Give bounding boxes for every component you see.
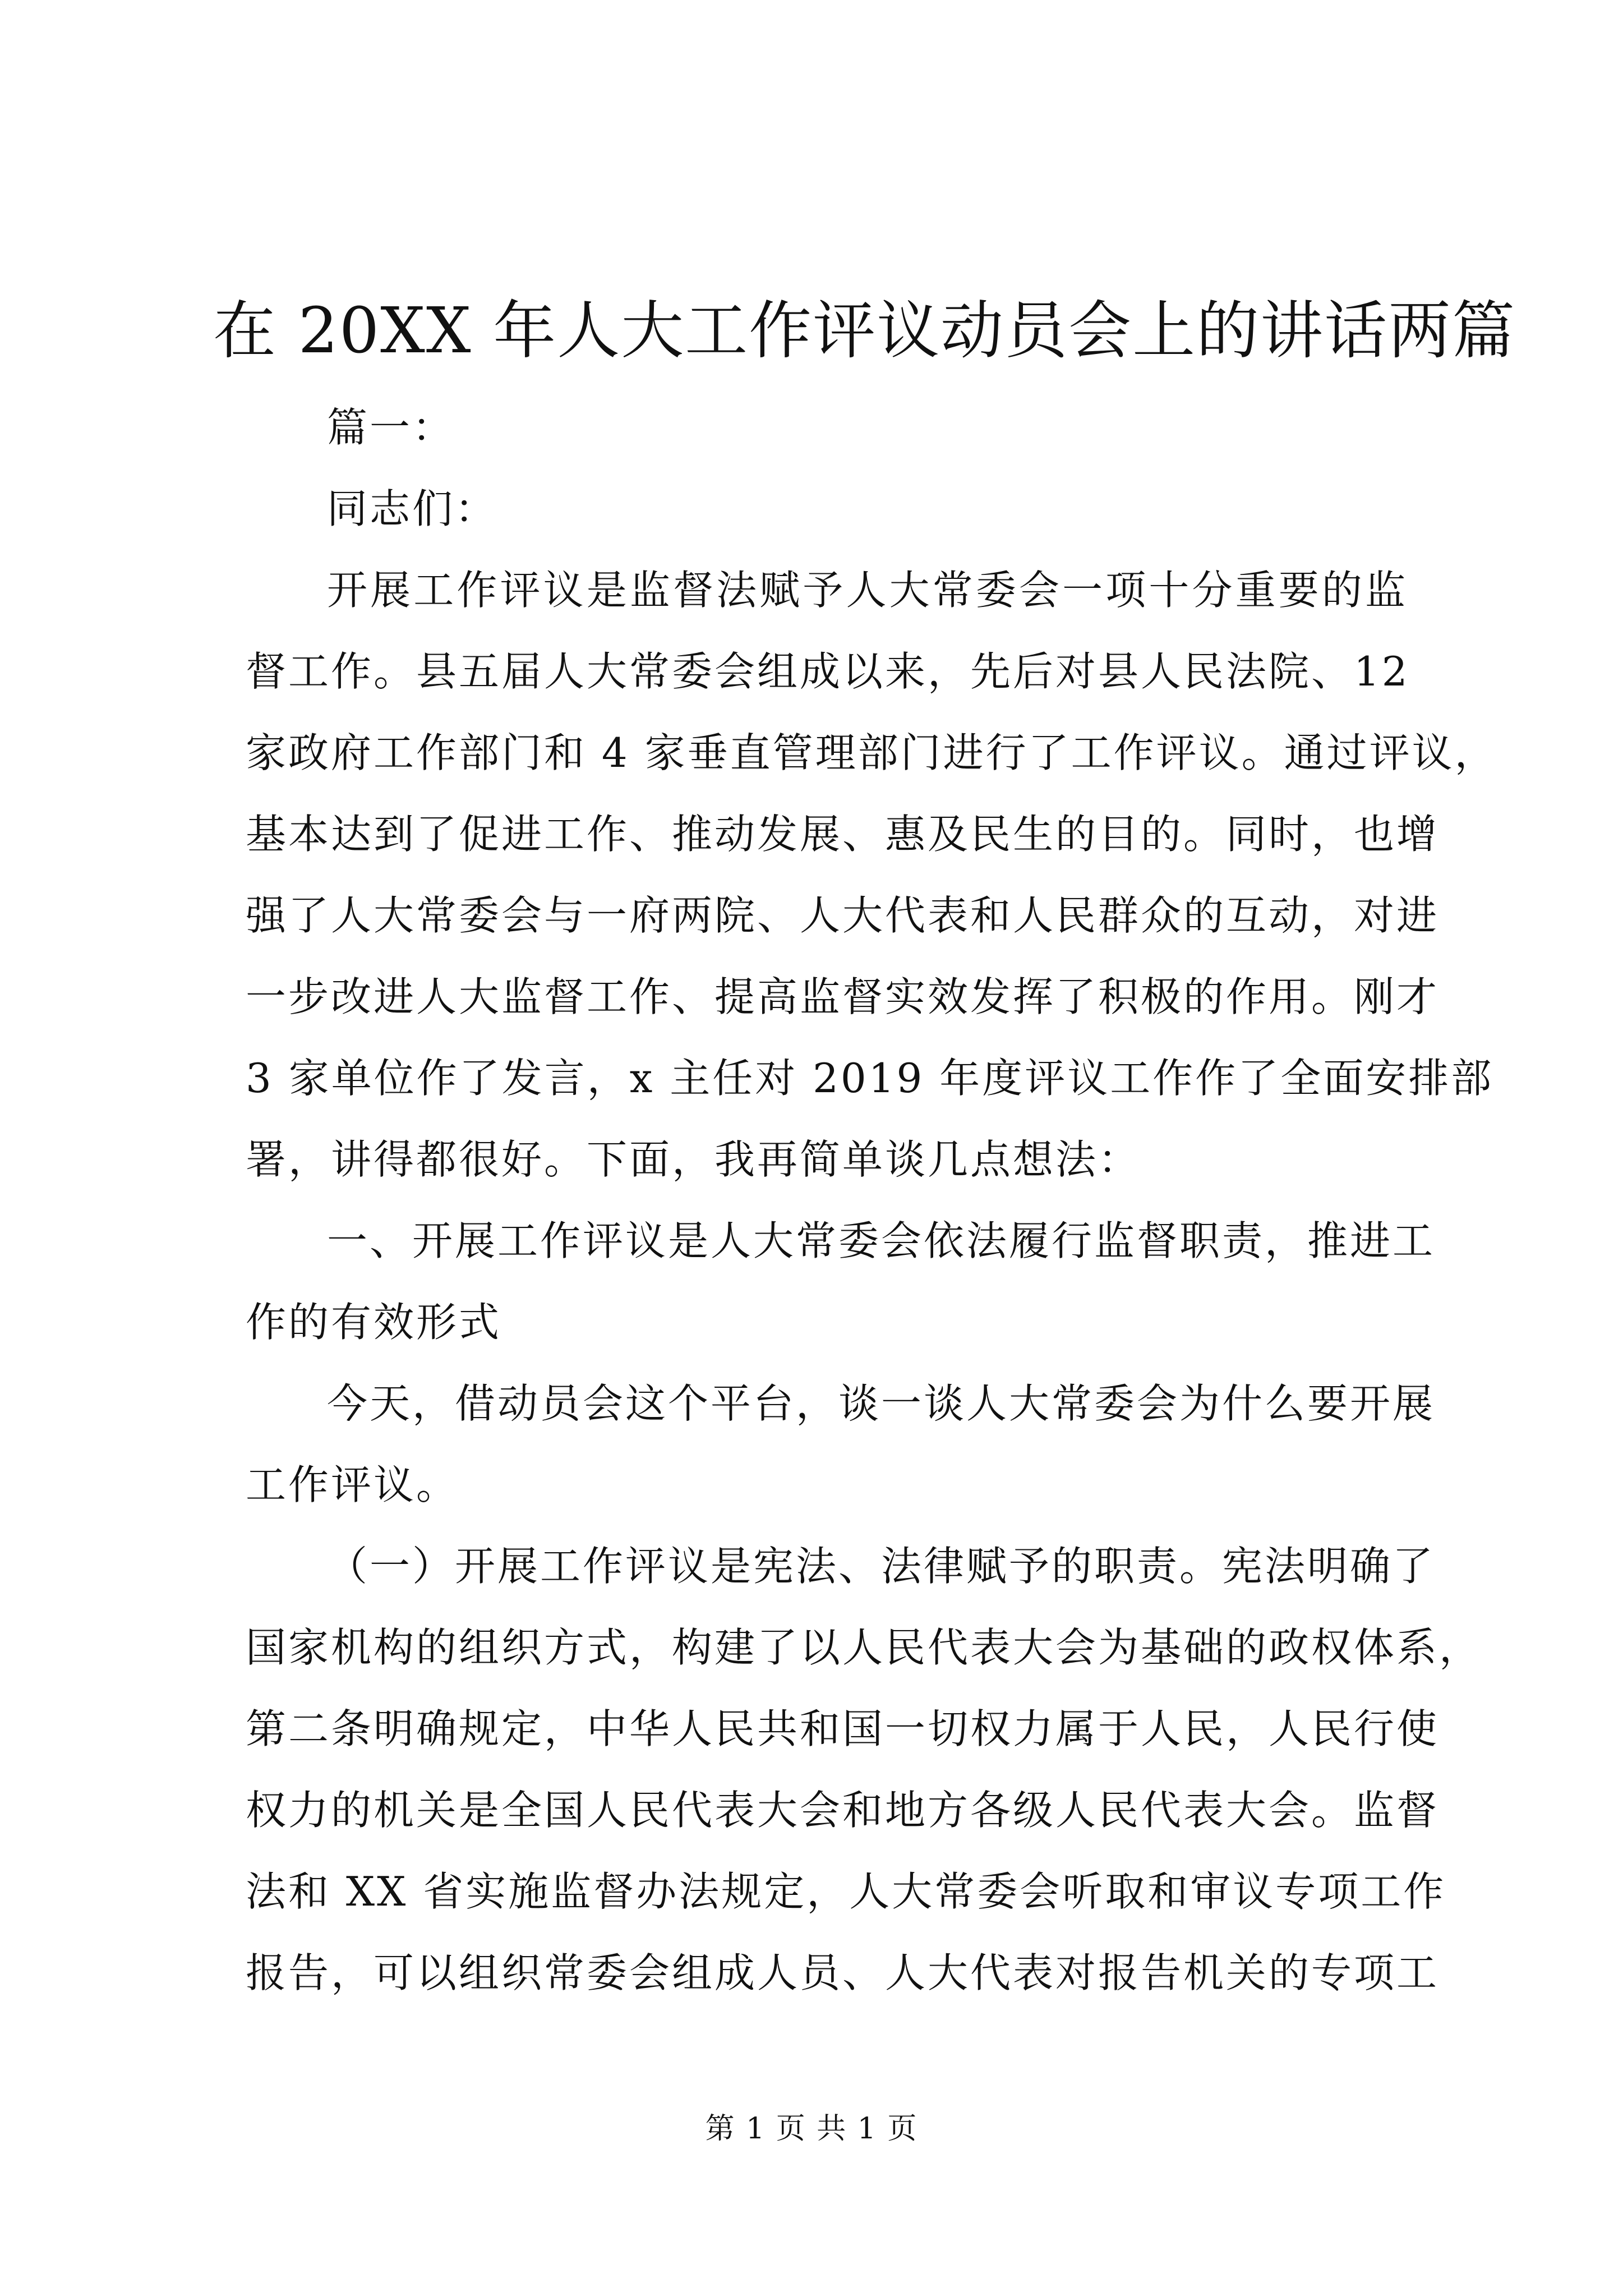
section-label: 篇一： bbox=[327, 404, 455, 451]
salutation: 同志们： bbox=[327, 485, 498, 532]
document-body bbox=[246, 387, 1497, 2014]
paragraph-line: 家政府工作部门和 4 家垂直管理部门进行了工作评议。通过评议， bbox=[246, 729, 1497, 776]
paragraph-line: 督工作。县五届人大常委会组成以来，先后对县人民法院、12 bbox=[246, 648, 1410, 695]
paragraph-line: 基本达到了促进工作、推动发展、惠及民生的目的。同时，也增 bbox=[246, 811, 1440, 858]
paragraph-line: 工作评议。 bbox=[246, 1461, 459, 1508]
paragraph-line: 权力的机关是全国人民代表大会和地方各级人民代表大会。监督 bbox=[246, 1787, 1440, 1834]
paragraph-line: 开展工作评议是监督法赋予人大常委会一项十分重要的监 bbox=[327, 567, 1408, 614]
paragraph-line: 国家机构的组织方式，构建了以人民代表大会为基础的政权体系， bbox=[246, 1624, 1482, 1671]
document-title: 在 20XX 年人大工作评议动员会上的讲话两篇 bbox=[213, 295, 1516, 367]
paragraph-line: 署，讲得都很好。下面，我再简单谈几点想法： bbox=[246, 1136, 1141, 1183]
section-heading-line: 一、开展工作评议是人大常委会依法履行监督职责，推进工 bbox=[327, 1217, 1436, 1264]
paragraph-line: 法和 XX 省实施监督办法规定，人大常委会听取和审议专项工作 bbox=[246, 1868, 1446, 1915]
paragraph-line: 3 家单位作了发言，x 主任对 2019 年度评议工作作了全面安排部 bbox=[246, 1055, 1494, 1102]
paragraph-line: 第二条明确规定，中华人民共和国一切权力属于人民，人民行使 bbox=[246, 1705, 1440, 1752]
paragraph-line: 一步改进人大监督工作、提高监督实效发挥了积极的作用。刚才 bbox=[246, 973, 1440, 1020]
page-footer: 第 1 页 共 1 页 bbox=[705, 2112, 918, 2146]
paragraph-line: 报告，可以组织常委会组成人员、人大代表对报告机关的专项工 bbox=[246, 1949, 1440, 1996]
paragraph-line: 强了人大常委会与一府两院、人大代表和人民群众的互动，对进 bbox=[246, 892, 1440, 939]
paragraph-line: 今天，借动员会这个平台，谈一谈人大常委会为什么要开展 bbox=[327, 1380, 1436, 1427]
subsection-line: （一）开展工作评议是宪法、法律赋予的职责。宪法明确了 bbox=[327, 1543, 1436, 1590]
section-heading-line: 作的有效形式 bbox=[246, 1299, 502, 1346]
